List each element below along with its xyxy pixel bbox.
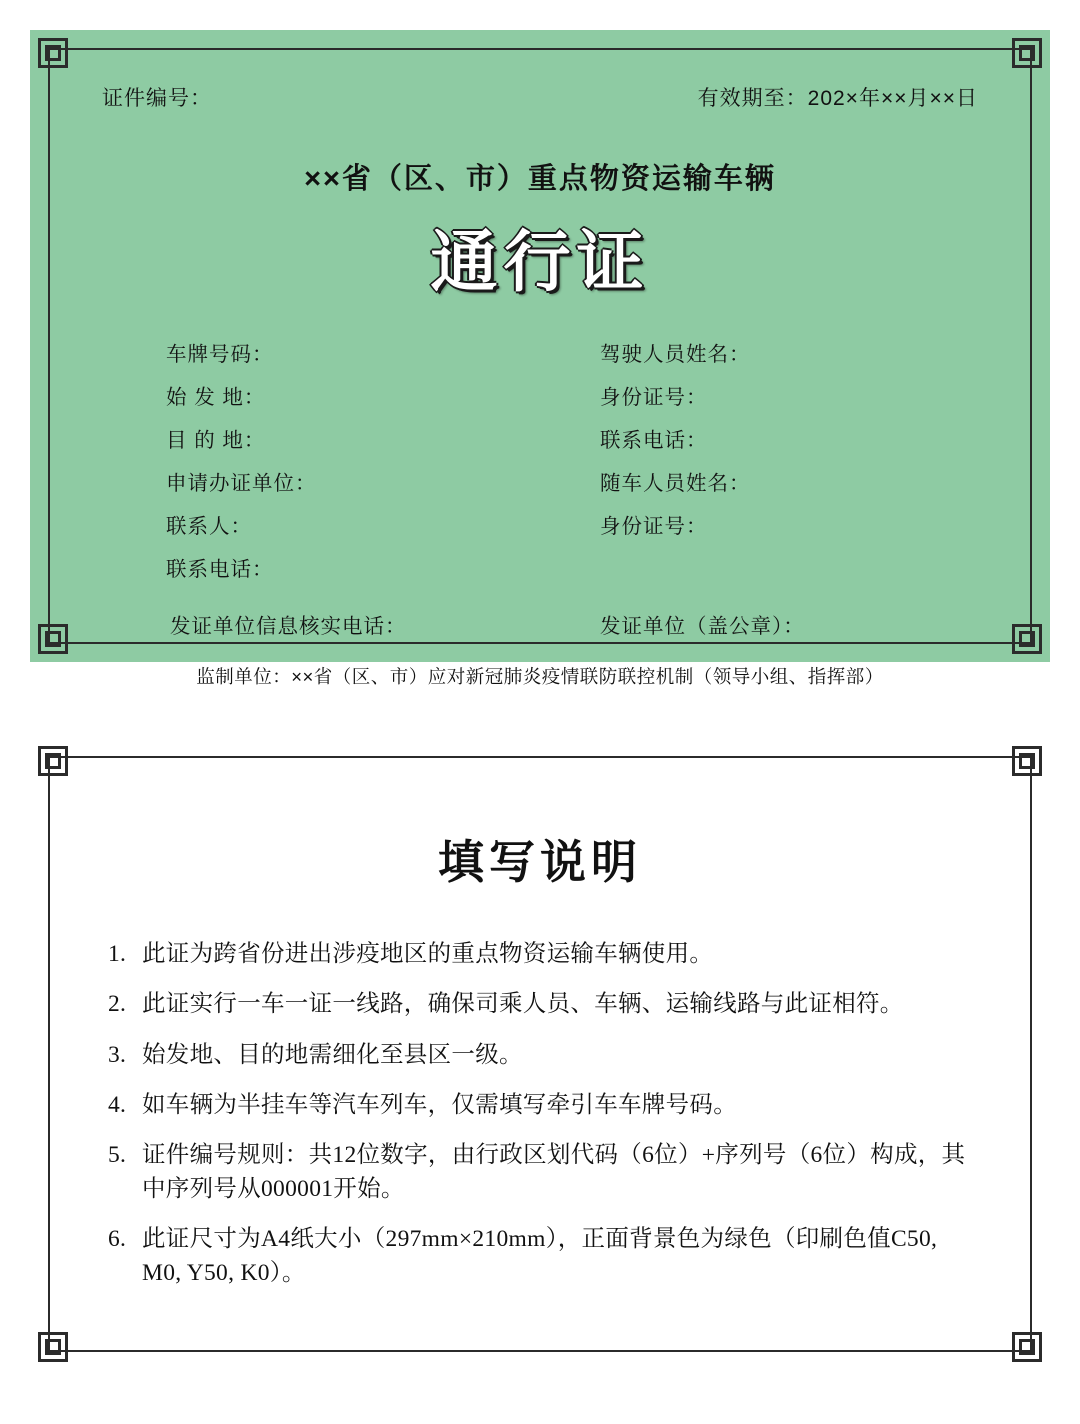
- ornament-corner-bottom-right-icon: [1012, 1332, 1042, 1362]
- certificate-number-label: 证件编号：: [102, 87, 212, 110]
- ornament-corner-bottom-left-icon: [38, 624, 68, 654]
- supervising-unit-label: 监制单位：××省（区、市）应对新冠肺炎疫情联防联控机制（领导小组、指挥部）: [196, 666, 884, 687]
- field-plate-number-label: 车牌号码：: [166, 343, 274, 366]
- pass-certificate-card: [30, 30, 1050, 687]
- pass-title-line1: ××省（区、市）重点物资运输车辆: [304, 163, 776, 195]
- list-item-number: 2.: [108, 991, 127, 1018]
- pass-header-row: [70, 70, 1010, 112]
- ornament-corner-top-left-icon: [38, 38, 68, 68]
- issue-row: [70, 595, 1010, 639]
- ornament-corner-top-right-icon: [1012, 38, 1042, 68]
- list-item: [108, 1139, 968, 1206]
- ornament-corner-bottom-right-icon: [1012, 624, 1042, 654]
- field-contact-person-label: 联系人：: [166, 515, 252, 538]
- list-item: [108, 1223, 968, 1290]
- field-applicant-unit-label: 申请办证单位：: [166, 472, 317, 495]
- field-contact-phone-label: 联系电话：: [166, 558, 274, 581]
- pass-content: [70, 70, 1010, 687]
- valid-until-label: 有效期至：202×年××月××日: [697, 87, 978, 110]
- instructions-title: 填写说明: [438, 837, 642, 888]
- pass-fields-right-column: [540, 337, 980, 595]
- pass-fields: [70, 337, 1010, 595]
- field-accompanying-name-label: 随车人员姓名：: [600, 472, 751, 495]
- instructions-card: [30, 738, 1050, 1370]
- ornament-corner-top-left-icon: [38, 746, 68, 776]
- field-driver-id-label: 身份证号：: [600, 386, 708, 409]
- pass-fields-left-column: [100, 337, 540, 595]
- field-destination-label: 目 的 地：: [166, 429, 266, 452]
- field-driver-phone-label: 联系电话：: [600, 429, 708, 452]
- list-item-text: 始发地、目的地需细化至县区一级。: [142, 1041, 523, 1068]
- instructions-list: [78, 938, 1002, 1290]
- list-item: [108, 1089, 968, 1122]
- list-item: [108, 988, 968, 1021]
- list-item-text: 此证为跨省份进出涉疫地区的重点物资运输车辆使用。: [142, 941, 714, 967]
- field-accompanying-id-label: 身份证号：: [600, 515, 708, 538]
- ornament-corner-bottom-left-icon: [38, 1332, 68, 1362]
- issue-unit-seal-label: 发证单位（盖公章）：: [600, 615, 805, 638]
- issue-verify-phone-label: 发证单位信息核实电话：: [170, 615, 407, 638]
- list-item-number: 3.: [108, 1041, 127, 1068]
- list-item-number: 5.: [108, 1142, 127, 1169]
- list-item-text: 证件编号规则：共12位数字，由行政区划代码（6位）+序列号（6位）构成，其中序列号从000001开始。: [142, 1142, 966, 1202]
- list-item-number: 4.: [108, 1092, 127, 1119]
- field-driver-name-label: 驾驶人员姓名：: [600, 343, 751, 366]
- list-item-number: 6.: [108, 1226, 127, 1253]
- list-item-text: 此证尺寸为A4纸大小（297mm×210mm），正面背景色为绿色（印刷色值C50, M0, Y50, K0）。: [142, 1226, 938, 1286]
- list-item-text: 如车辆为半挂车等汽车列车，仅需填写牵引车车牌号码。: [142, 1092, 737, 1119]
- pass-title-line2: 通行证: [430, 225, 650, 300]
- list-item-text: 此证实行一车一证一线路，确保司乘人员、车辆、运输线路与此证相符。: [142, 991, 904, 1018]
- document-page: [0, 30, 1080, 1424]
- list-item: [108, 1039, 968, 1072]
- ornament-corner-top-right-icon: [1012, 746, 1042, 776]
- list-item-number: 1.: [108, 941, 127, 967]
- field-origin-label: 始 发 地：: [166, 386, 266, 409]
- list-item: [108, 938, 968, 971]
- instructions-content: [78, 778, 1002, 1340]
